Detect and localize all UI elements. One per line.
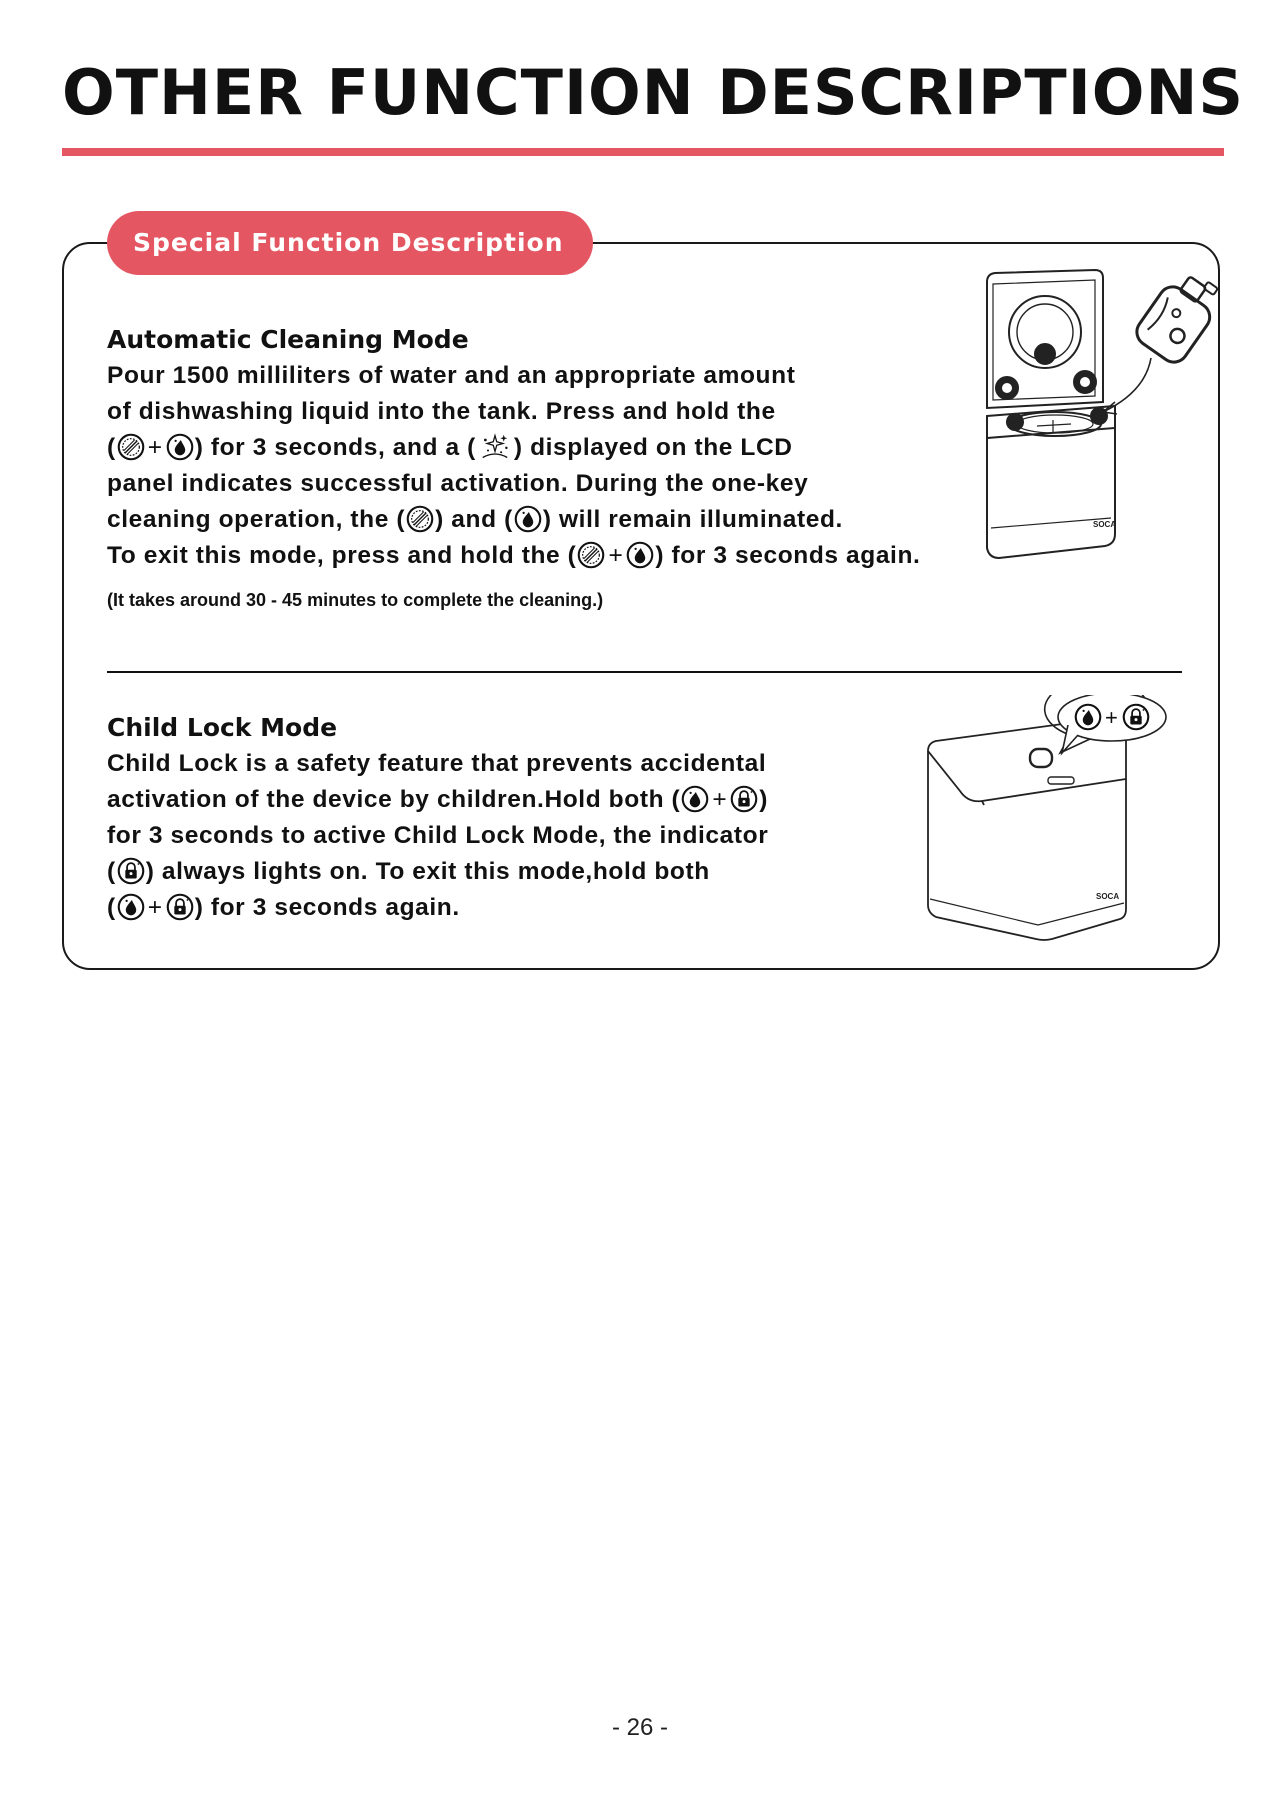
water-drop-icon: [166, 433, 194, 461]
text-fragment: cleaning operation, the (: [107, 506, 406, 533]
child-lock-heading: Child Lock Mode: [107, 713, 338, 742]
clean-icon: [577, 541, 605, 569]
text-fragment: ) for 3 seconds again.: [655, 542, 921, 569]
text-fragment: ): [759, 786, 768, 813]
child-lock-line-4: [107, 854, 768, 890]
lock-icon: [117, 857, 145, 885]
child-lock-line-2: [107, 782, 768, 818]
auto-clean-line-5: [107, 502, 920, 538]
child-lock-paragraph: [107, 746, 768, 926]
text-fragment: ) always lights on. To exit this mode,hold both: [145, 858, 710, 885]
child-lock-line-1: Child Lock is a safety feature that prevents accidental: [107, 750, 767, 777]
title-underline: [62, 148, 1224, 156]
text-fragment: (: [107, 858, 116, 885]
plus-sign: +: [608, 542, 624, 569]
auto-clean-line-2: of dishwashing liquid into the tank. Press and hold the: [107, 398, 776, 425]
text-fragment: (: [107, 894, 116, 921]
text-fragment: ) for 3 seconds again.: [194, 894, 460, 921]
device-open-illustration: [975, 262, 1223, 564]
lock-icon: [166, 893, 194, 921]
plus-sign: +: [1105, 705, 1118, 730]
auto-clean-heading: Automatic Cleaning Mode: [107, 325, 469, 354]
section-divider: [107, 671, 1182, 673]
sparkle-icon: [477, 433, 513, 461]
device-closed-illustration: [920, 695, 1180, 945]
plus-sign: +: [147, 434, 163, 461]
lock-icon: [730, 785, 758, 813]
clean-icon: [406, 505, 434, 533]
water-drop-icon: [681, 785, 709, 813]
auto-clean-line-6: [107, 538, 920, 574]
brand-logo: SOCA: [1096, 892, 1120, 901]
text-fragment: To exit this mode, press and hold the (: [107, 542, 577, 569]
child-lock-line-3: for 3 seconds to active Child Lock Mode, the indicator: [107, 822, 769, 849]
text-fragment: ) and (: [435, 506, 513, 533]
text-fragment: (: [107, 434, 116, 461]
text-fragment: ) will remain illuminated.: [542, 506, 843, 533]
auto-clean-line-1: Pour 1500 milliliters of water and an appropriate amount: [107, 362, 796, 389]
cleaning-duration-note: (It takes around 30 - 45 minutes to complete the cleaning.): [107, 590, 604, 610]
page-number: - 26 -: [611, 1714, 668, 1741]
section-badge: Special Function Description: [107, 211, 593, 275]
auto-clean-line-3: [107, 430, 920, 466]
water-drop-icon: [514, 505, 542, 533]
text-fragment: ) for 3 seconds, and a (: [194, 434, 476, 461]
water-drop-icon: [626, 541, 654, 569]
text-fragment: activation of the device by children.Hold both (: [107, 786, 681, 813]
auto-clean-line-4: panel indicates successful activation. During the one-key: [107, 470, 809, 497]
text-fragment: ) displayed on the LCD: [513, 434, 793, 461]
child-lock-line-5: [107, 890, 768, 926]
water-drop-icon: [117, 893, 145, 921]
page-title: OTHER FUNCTION DESCRIPTIONS: [62, 56, 1245, 129]
clean-icon: [117, 433, 145, 461]
brand-logo: SOCA: [1093, 520, 1117, 529]
auto-clean-paragraph: [107, 358, 920, 574]
plus-sign: +: [147, 894, 163, 921]
plus-sign: +: [712, 786, 728, 813]
